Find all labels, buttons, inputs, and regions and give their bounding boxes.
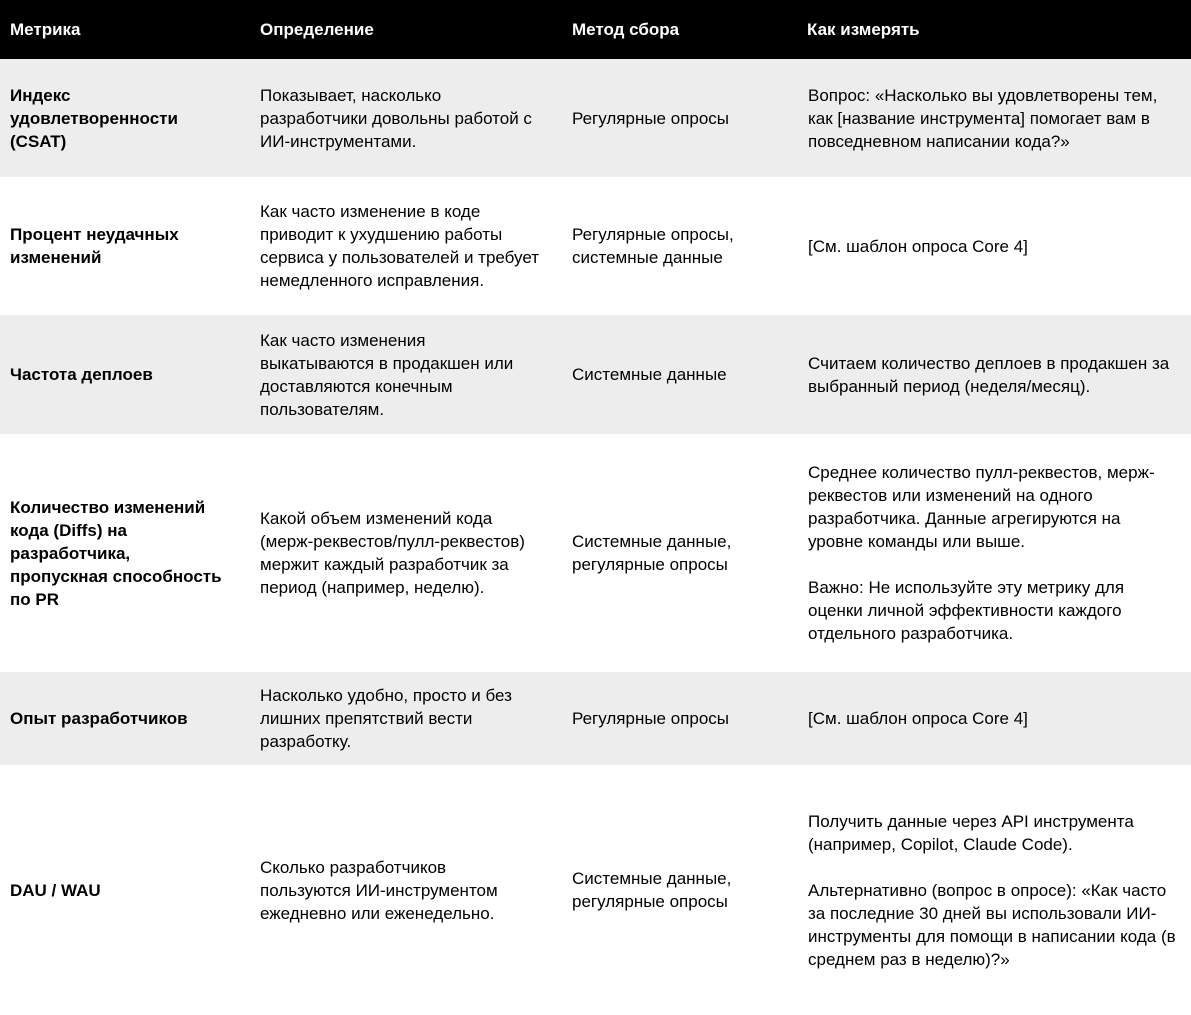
cell-collection-method: Системные данные, регулярные опросы [572,869,732,911]
cell-definition: Сколько разработчиков пользуются ИИ-инструментом ежедневно или еженедельно. [260,857,498,923]
cell-collection-method: Регулярные опросы [572,108,730,128]
table-row [0,672,1191,765]
cell-how-to-measure [797,765,1191,1015]
table-row [0,434,1191,672]
measure-paragraph: Считаем количество деплоев в продакшен за выбранный период (неделя/месяц). [808,353,1170,396]
table-row [0,177,1191,315]
cell-definition: Показывает, насколько разработчики довольны работой с ИИ-инструментами. [260,85,532,151]
cell-how-to-measure [797,672,1191,765]
table-row [0,765,1191,1015]
cell-how-to-measure [797,177,1191,315]
column-header-method: Метод сбора [562,0,797,59]
measure-paragraph: [См. шаблон опроса Core 4] [808,709,1028,728]
measure-paragraph: Важно: Не используйте эту метрику для оценки личной эффективности каждого отдельного разработчика. [808,578,1125,643]
cell-metric-name: DAU / WAU [10,880,101,900]
cell-collection-method: Системные данные [572,365,727,384]
cell-collection-method: Системные данные, регулярные опросы [572,532,732,574]
cell-metric-name: Процент неудачных изменений [10,225,179,267]
cell-definition: Как часто изменения выкатываются в продакшен или доставляются конечным пользователям. [260,330,514,419]
table-row [0,315,1191,434]
measure-paragraph: [См. шаблон опроса Core 4] [808,236,1028,256]
measure-paragraph: Вопрос: «Насколько вы удовлетворены тем, как [название инструмента] помогает вам в повседневном написании кода?» [808,85,1158,151]
column-header-definition: Определение [250,0,562,59]
header-row [0,0,1191,59]
cell-collection-method: Регулярные опросы [572,709,730,728]
cell-metric-name: Индекс удовлетворенности (CSAT) [10,85,178,151]
cell-definition: Какой объем изменений кода (мерж-реквестов/пулл-реквестов) мержит каждый разработчик за период (например, неделю). [260,509,525,597]
measure-paragraph: Среднее количество пулл-реквестов, мерж-реквестов или изменений на одного разработчика. Данные агрегируются на уровне команды или выше. [808,463,1155,551]
measure-paragraph: Альтернативно (вопрос в опросе): «Как часто за последние 30 дней вы использовали ИИ-инструменты для помощи в написании кода (в среднем раз в неделю)?» [808,880,1176,969]
cell-metric-name: Опыт разработчиков [10,709,188,728]
cell-how-to-measure [797,315,1191,434]
cell-metric-name: Частота деплоев [10,365,153,384]
table-row [0,59,1191,177]
cell-collection-method: Регулярные опросы, системные данные [572,225,734,267]
cell-how-to-measure [797,59,1191,177]
cell-definition: Как часто изменение в коде приводит к ухудшению работы сервиса у пользователей и требует немедленного исправления. [260,202,540,290]
cell-how-to-measure [797,434,1191,672]
column-header-metric: Метрика [0,0,250,59]
column-header-measure: Как измерять [797,0,1191,59]
cell-metric-name: Количество изменений кода (Diffs) на разработчика, пропускная способность по PR [10,497,222,609]
cell-definition: Насколько удобно, просто и без лишних препятствий вести разработку. [260,686,512,751]
measure-paragraph: Получить данные через API инструмента (например, Copilot, Claude Code). [808,811,1134,854]
